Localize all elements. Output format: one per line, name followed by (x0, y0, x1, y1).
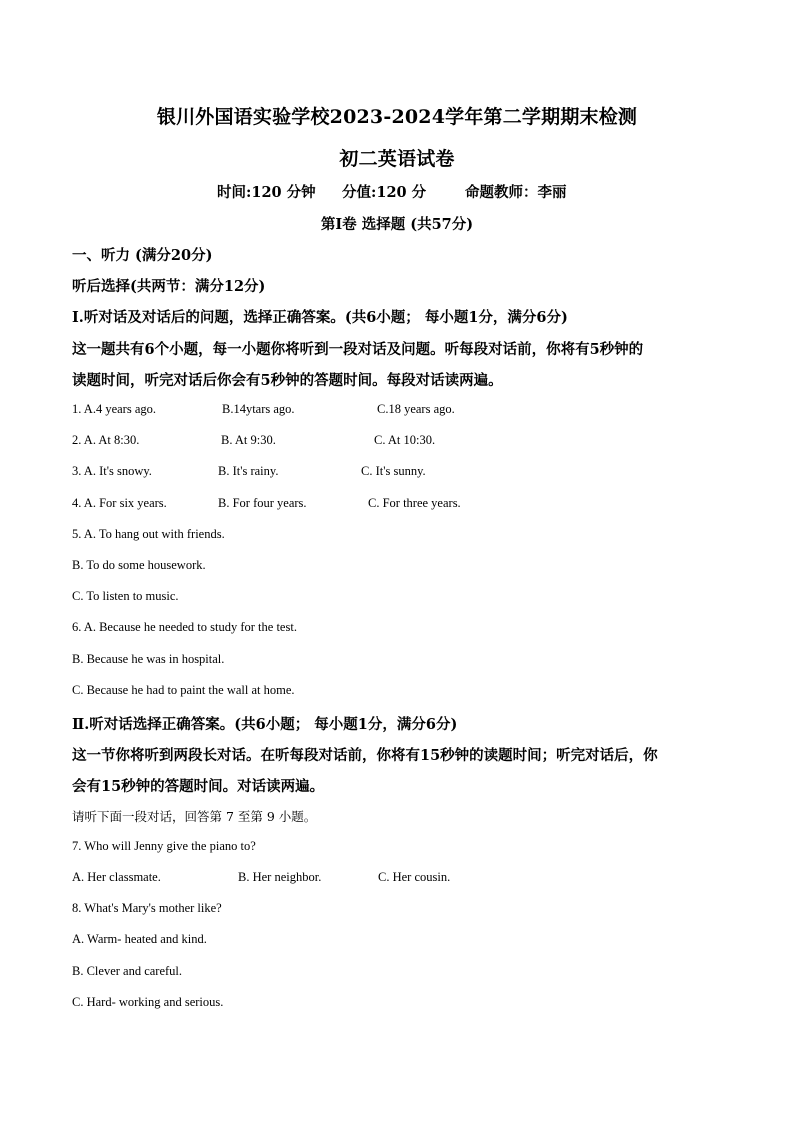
q1-option-a: 1. A.4 years ago. (72, 402, 157, 416)
q4-option-a: 4. A. For six years. (72, 496, 167, 510)
q6-option-b: B. Because he was in hospital. (72, 652, 225, 666)
q3-option-c: C. It's sunny. (361, 464, 426, 478)
q5-option-a: 5. A. To hang out with friends. (72, 527, 225, 541)
volume-heading: 第Ⅰ卷 选择题 (共57分) (320, 216, 474, 233)
q7-option-c: C. Her cousin. (378, 870, 451, 884)
part2-instruction: 请听下面一段对话，回答第 7 至第 9 小题。 (72, 809, 317, 824)
q5-option-b: B. To do some housework. (72, 558, 206, 572)
q3-option-b: B. It's rainy. (218, 464, 279, 478)
section-listening-heading: 一、听力 (满分20分) (72, 247, 213, 264)
part1-intro-line1: 这一题共有6个小题，每一小题你将听到一段对话及问题。听每段对话前，你将有5秒钟的 (72, 341, 644, 358)
part2-intro-line2: 会有15秒钟的答题时间。对话读两遍。 (72, 778, 325, 795)
q7-question: 7. Who will Jenny give the piano to? (72, 839, 256, 853)
q6-option-a: 6. A. Because he needed to study for the test. (72, 620, 297, 634)
exam-time: 时间:120 分钟 (217, 184, 316, 201)
q4-option-b: B. For four years. (218, 496, 307, 510)
part1-intro-line2: 读题时间，听完对话后你会有5秒钟的答题时间。每段对话读两遍。 (72, 372, 503, 389)
q8-question: 8. What's Mary's mother like? (72, 901, 222, 915)
q7-option-a: A. Her classmate. (72, 870, 161, 884)
exam-score: 分值:120 分 (342, 184, 427, 201)
part2-intro-line1: 这一节你将听到两段长对话。在听每段对话前，你将有15秒钟的读题时间；听完对话后，你 (72, 747, 658, 764)
q8-option-b: B. Clever and careful. (72, 964, 183, 978)
part1-heading: Ⅰ.听对话及对话后的问题，选择正确答案。(共6小题； 每小题1分，满分6分) (72, 309, 568, 326)
q3-option-a: 3. A. It's snowy. (72, 464, 152, 478)
exam-subtitle: 初二英语试卷 (339, 148, 455, 170)
exam-teacher: 命题教师：李丽 (465, 184, 567, 201)
q6-option-c: C. Because he had to paint the wall at home. (72, 683, 295, 697)
q7-option-b: B. Her neighbor. (238, 870, 322, 884)
q4-option-c: C. For three years. (368, 496, 461, 510)
q1-option-b: B.14ytars ago. (222, 402, 295, 416)
q2-option-c: C. At 10:30. (374, 433, 436, 447)
q8-option-a: A. Warm- heated and kind. (72, 932, 207, 946)
section-listening-sub: 听后选择(共两节：满分12分) (72, 278, 266, 295)
q5-option-c: C. To listen to music. (72, 589, 179, 603)
q2-option-b: B. At 9:30. (221, 433, 276, 447)
q8-option-c: C. Hard- working and serious. (72, 995, 224, 1009)
q2-option-a: 2. A. At 8:30. (72, 433, 140, 447)
exam-title: 银川外国语实验学校2023-2024学年第二学期期末检测 (156, 106, 638, 128)
q1-option-c: C.18 years ago. (377, 402, 455, 416)
part2-heading: Ⅱ.听对话选择正确答案。(共6小题； 每小题1分，满分6分) (72, 716, 458, 733)
